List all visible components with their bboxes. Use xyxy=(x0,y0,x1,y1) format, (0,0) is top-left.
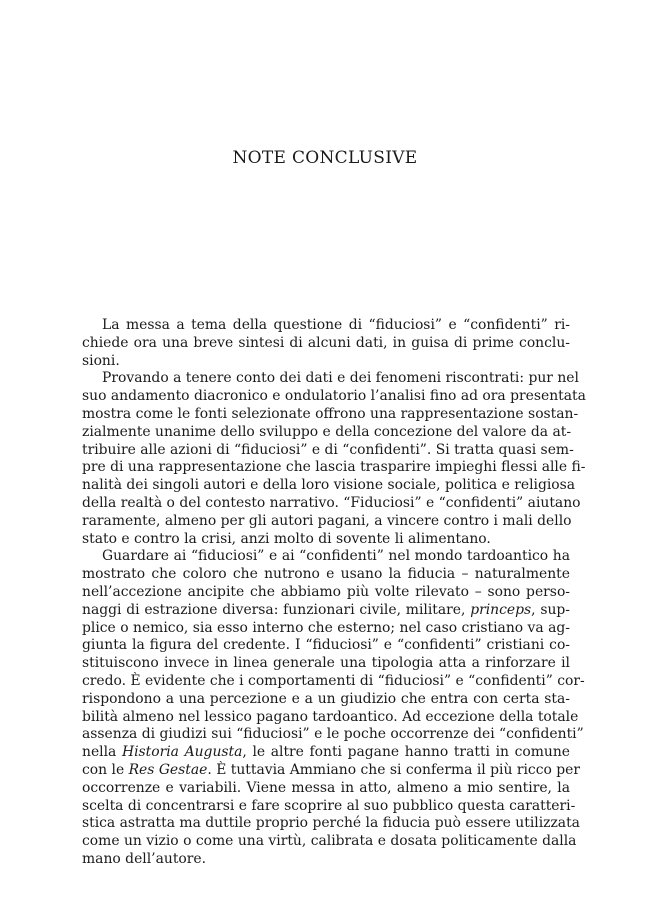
text-line: nella Historia Augusta, le altre fonti pagane hanno tratti in comune xyxy=(82,744,571,761)
text-line: mostra come le fonti selezionate offrono una rappresentazione sostan- xyxy=(82,405,579,422)
text-line: plice o nemico, sia esso interno che esterno; nel caso cristiano va ag- xyxy=(82,619,570,636)
text-line: scelta di concentrarsi e fare scoprire al suo pubblico questa caratteri- xyxy=(82,797,576,814)
text-line: zialmente unanime dello sviluppo e della concezione del valore da at- xyxy=(82,423,572,440)
chapter-title: NOTE CONCLUSIVE xyxy=(232,148,418,168)
text-line: raramente, almeno per gli autori pagani, a vincere contro i mali dello xyxy=(82,512,572,529)
text-line: mostrato che coloro che nutrono e usano la fiducia – naturalmente xyxy=(82,566,570,583)
text-line: credo. È evidente che i comportamenti di “fiduciosi” e “confidenti” cor- xyxy=(82,672,585,689)
text-line: tribuire alle azioni di “fiduciosi” e di “confidenti”. Si tratta quasi sem- xyxy=(82,441,574,458)
text-line: stica astratta ma duttile proprio perché la fiducia può essere utilizzata xyxy=(82,815,580,832)
text-line: Guardare ai “fiduciosi” e ai “confidenti” nel mondo tardoantico ha xyxy=(102,548,570,565)
text-line: pre di una rappresentazione che lascia trasparire impieghi flessi alle fi- xyxy=(82,459,586,476)
text-line: La messa a tema della questione di “fiduciosi” e “confidenti” ri- xyxy=(102,317,570,333)
text-line: suo andamento diacronico e ondulatorio l’analisi fino ad ora presentata xyxy=(82,388,586,405)
text-line: giunta la figura del credente. I “fiduciosi” e “confidenti” cristiani co- xyxy=(82,637,570,654)
text-line: come un vizio o come una virtù, calibrata e dosata politicamente dalla xyxy=(82,833,577,850)
text-line: stato e contro la crisi, anzi molto di sovente li alimentano. xyxy=(82,530,491,547)
text-line: rispondono a una percezione e a un giudizio che entra con certa sta- xyxy=(82,690,570,707)
text-line: nell’accezione ancipite che abbiamo più volte rilevato – sono perso- xyxy=(82,583,570,600)
text-line: stituiscono invece in linea generale una tipologia atta a rinforzare il xyxy=(82,655,570,672)
text-line: chiede ora una breve sintesi di alcuni dati, in guisa di prime conclu- xyxy=(82,334,570,351)
text-line: bilità almeno nel lessico pagano tardoantico. Ad eccezione della totale xyxy=(82,708,579,725)
text-line: sioni. xyxy=(82,352,120,369)
text-line: della realtà o del contesto narrativo. “Fiduciosi” e “confidenti” aiutano xyxy=(82,494,581,511)
text-line: assenza di giudizi sui “fiduciosi” e le poche occorrenze dei “confidenti” xyxy=(82,726,584,743)
text-line: occorrenze e variabili. Viene messa in atto, almeno a mio sentire, la xyxy=(82,779,570,796)
text-line: mano dell’autore. xyxy=(82,850,207,867)
body-text xyxy=(82,317,586,869)
text-line: nalità dei singoli autori e della loro visione sociale, politica e religiosa xyxy=(82,477,576,494)
text-line: con le Res Gestae. È tuttavia Ammiano che si conferma il più ricco per xyxy=(82,761,581,778)
text-line: naggi di estrazione diversa: funzionari civile, militare, princeps, sup- xyxy=(82,601,570,618)
text-line: Provando a tenere conto dei dati e dei fenomeni riscontrati: pur nel xyxy=(102,370,579,387)
